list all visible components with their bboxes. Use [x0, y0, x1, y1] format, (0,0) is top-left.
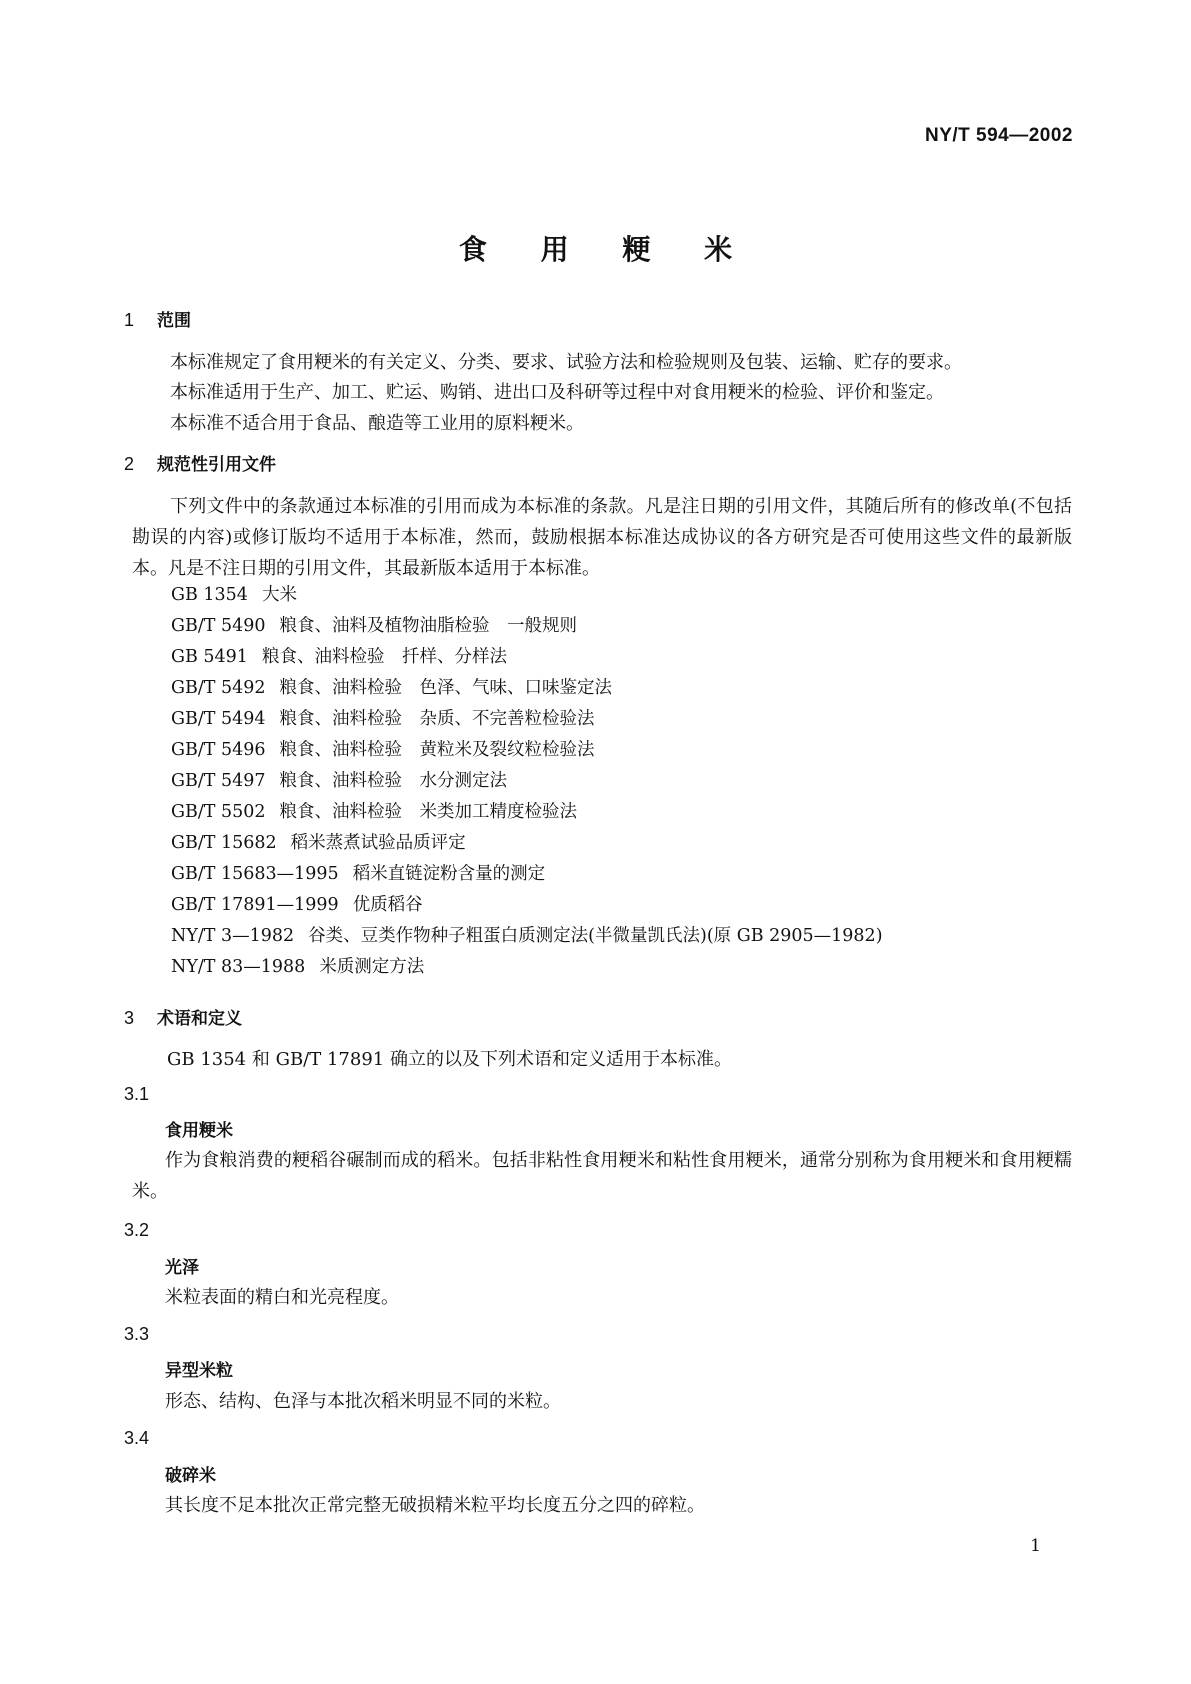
document-title: 食 用 粳 米: [458, 233, 755, 266]
reference-code: GB/T 5492: [171, 678, 266, 698]
reference-code: GB/T 5490: [171, 616, 266, 636]
term-definition: 米粒表面的精白和光亮程度。: [165, 1287, 399, 1308]
reference-title: 稻米直链淀粉含量的测定: [352, 864, 546, 884]
reference-title: 谷类、豆类作物种子粗蛋白质测定法(半微量凯氏法)(原 GB 2905—1982): [308, 926, 883, 946]
term-name: 食用粳米: [165, 1121, 233, 1141]
reference-title: 粮食、油料及植物油脂检验 一般规则: [279, 616, 578, 636]
reference-code: GB/T 5497: [171, 771, 266, 791]
page-number: 1: [1030, 1536, 1041, 1556]
section-1-heading: [124, 306, 191, 331]
reference-title: 粮食、油料检验 扦样、分样法: [261, 647, 507, 667]
reference-code: GB/T 5502: [171, 802, 266, 822]
section-title: 规范性引用文件: [157, 455, 276, 475]
reference-item: [171, 581, 297, 606]
reference-title: 粮食、油料检验 色泽、气味、口味鉴定法: [279, 678, 613, 698]
reference-code: NY/T 3—1982: [171, 926, 295, 946]
reference-code: GB/T 15683—1995: [171, 864, 339, 884]
term-name: 破碎米: [165, 1466, 216, 1486]
reference-title: 米质测定方法: [319, 957, 425, 977]
reference-item: [171, 798, 577, 823]
section-1-line-2: 本标准适用于生产、加工、贮运、购销、进出口及科研等过程中对食用粳米的检验、评价和鉴定。: [170, 382, 944, 403]
reference-title: 粮食、油料检验 黄粒米及裂纹粒检验法: [279, 740, 595, 760]
reference-code: GB 1354: [171, 585, 248, 605]
reference-title: 大米: [261, 585, 297, 605]
standard-code: NY/T 594—2002: [924, 125, 1073, 146]
reference-title: 优质稻谷: [352, 895, 423, 915]
reference-item: [171, 860, 545, 885]
reference-item: [171, 643, 507, 668]
reference-item: [171, 736, 595, 761]
reference-code: GB 5491: [171, 647, 248, 667]
section-3-heading: [124, 1004, 242, 1029]
clause-number: 3.2: [124, 1220, 150, 1240]
reference-code: GB/T 17891—1999: [171, 895, 339, 915]
reference-title: 稻米蒸煮试验品质评定: [290, 833, 466, 853]
clause-number: 3.4: [124, 1428, 150, 1448]
term-name: 光泽: [165, 1258, 199, 1278]
term-definition: 其长度不足本批次正常完整无破损精米粒平均长度五分之四的碎粒。: [165, 1495, 705, 1516]
reference-item: [171, 953, 424, 978]
term-name: 异型米粒: [165, 1361, 233, 1381]
section-number: 1: [124, 310, 135, 330]
term-definition: 作为食粮消费的粳稻谷碾制而成的稻米。包括非粘性食用粳米和粘性食用粳米，通常分别称为食用粳米和食用粳糯米。: [132, 1150, 1072, 1202]
section-1-line-3: 本标准不适合用于食品、酿造等工业用的原料粳米。: [170, 413, 584, 434]
reference-item: [171, 705, 595, 730]
reference-code: GB/T 15682: [171, 833, 277, 853]
reference-code: GB/T 5496: [171, 740, 266, 760]
term-definition: 形态、结构、色泽与本批次稻米明显不同的米粒。: [165, 1391, 561, 1412]
reference-item: [171, 922, 883, 947]
reference-item: [171, 891, 423, 916]
section-number: 3: [124, 1008, 135, 1028]
reference-code: NY/T 83—1988: [171, 957, 306, 977]
section-3-intro: GB 1354 和 GB/T 17891 确立的以及下列术语和定义适用于本标准。: [167, 1049, 732, 1070]
reference-title: 粮食、油料检验 杂质、不完善粒检验法: [279, 709, 595, 729]
clause-number: 3.3: [124, 1324, 150, 1344]
reference-item: [171, 829, 466, 854]
section-title: 范围: [157, 311, 191, 331]
section-number: 2: [124, 454, 135, 474]
reference-item: [171, 767, 507, 792]
reference-code: GB/T 5494: [171, 709, 266, 729]
section-2-intro: 下列文件中的条款通过本标准的引用而成为本标准的条款。凡是注日期的引用文件，其随后所有的修改单(不包括勘误的内容)或修订版均不适用于本标准，然而，鼓励根据本标准达成协议的各方研究是否可使用这些文件的最新版本。凡是不注日期的引用文件，其最新版本适用于本标准。: [132, 496, 1072, 579]
reference-title: 粮食、油料检验 米类加工精度检验法: [279, 802, 578, 822]
section-1-line-1: 本标准规定了食用粳米的有关定义、分类、要求、试验方法和检验规则及包装、运输、贮存的要求。: [170, 352, 962, 373]
reference-title: 粮食、油料检验 水分测定法: [279, 771, 508, 791]
clause-number: 3.1: [124, 1084, 150, 1104]
section-title: 术语和定义: [157, 1009, 242, 1029]
reference-item: [171, 674, 612, 699]
section-2-heading: [124, 450, 276, 475]
reference-item: [171, 612, 577, 637]
